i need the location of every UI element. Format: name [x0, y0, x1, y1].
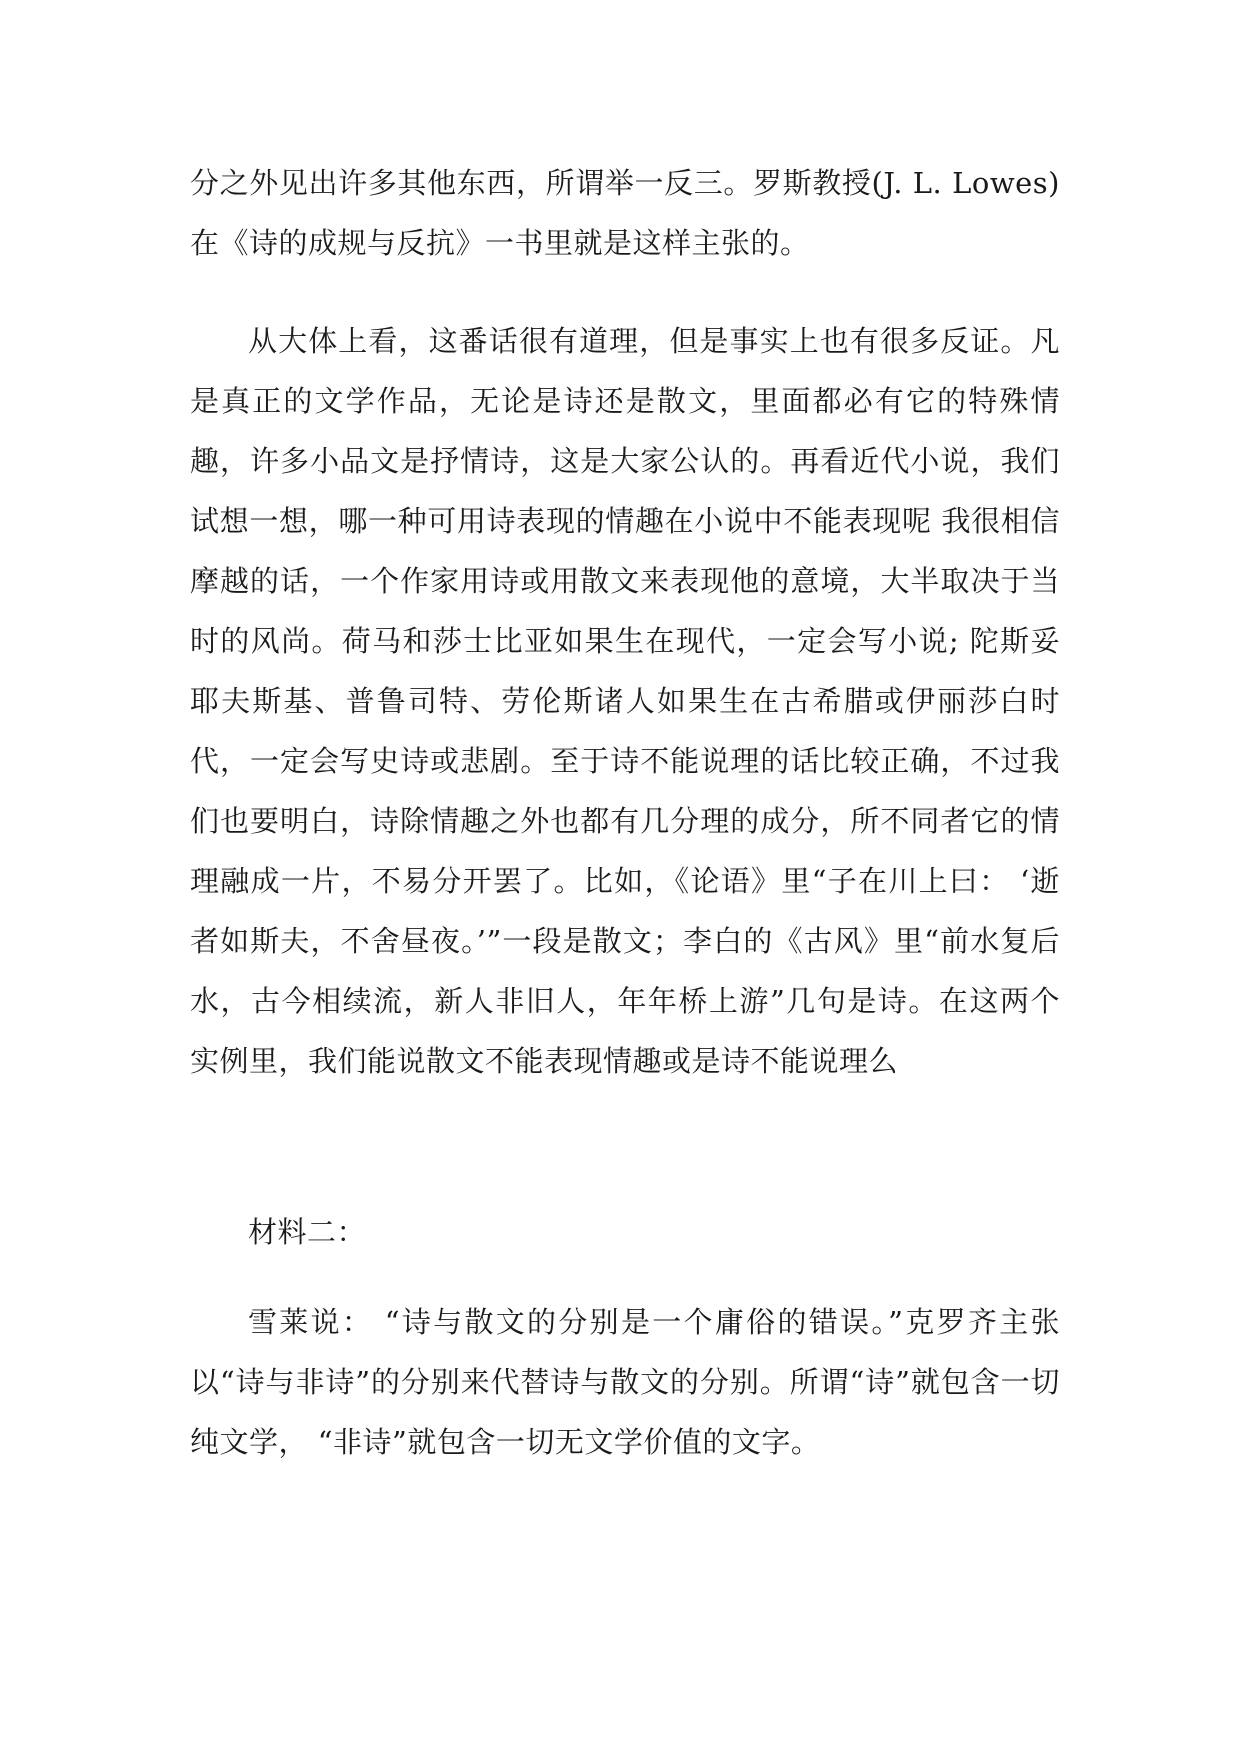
- section-heading-material-two: 材料二：: [248, 1215, 367, 1249]
- paragraph-continuation: 分之外见出许多其他东西，所谓举一反三。罗斯教授(J. L. Lowes)在《诗的成规与反抗》一书里就是这样主张的。: [190, 166, 1060, 260]
- paragraph-shelley-croce: 雪莱说： “诗与散文的分别是一个庸俗的错误。”克罗齐主张以“诗与非诗”的分别来代替诗与散文的分别。所谓“诗”就包含一切纯文学， “非诗”就包含一切无文学价值的文字。: [190, 1305, 1060, 1459]
- paragraph-argument: 从大体上看，这番话很有道理，但是事实上也有很多反证。凡是真正的文学作品，无论是诗还是散文，里面都必有它的特殊情趣，许多小品文是抒情诗，这是大家公认的。再看近代小说，我们试想一想，哪一种可用诗表现的情趣在小说中不能表现呢 我很相信摩越的话，一个作家用诗或用散文来表现他的意境，大半取决于当时的风尚。荷马和莎士比亚如果生在现代，一定会写小说; 陀斯妥耶夫斯基、普鲁司特、劳伦斯诸人如果生在古希腊或伊丽莎白时代，一定会写史诗或悲剧。至于诗不能说理的话比较正确，不过我们也要明白，诗除情趣之外也都有几分理的成分，所不同者它的情理融成一片，不易分开罢了。比如，《论语》里“子在川上曰： ‘逝者如斯夫，不舍昼夜。’”一段是散文；李白的《古风》里“前水复后水，古今相续流，新人非旧人，年年桥上游”几句是诗。在这两个实例里，我们能说散文不能表现情趣或是诗不能说理么: [190, 324, 1060, 1078]
